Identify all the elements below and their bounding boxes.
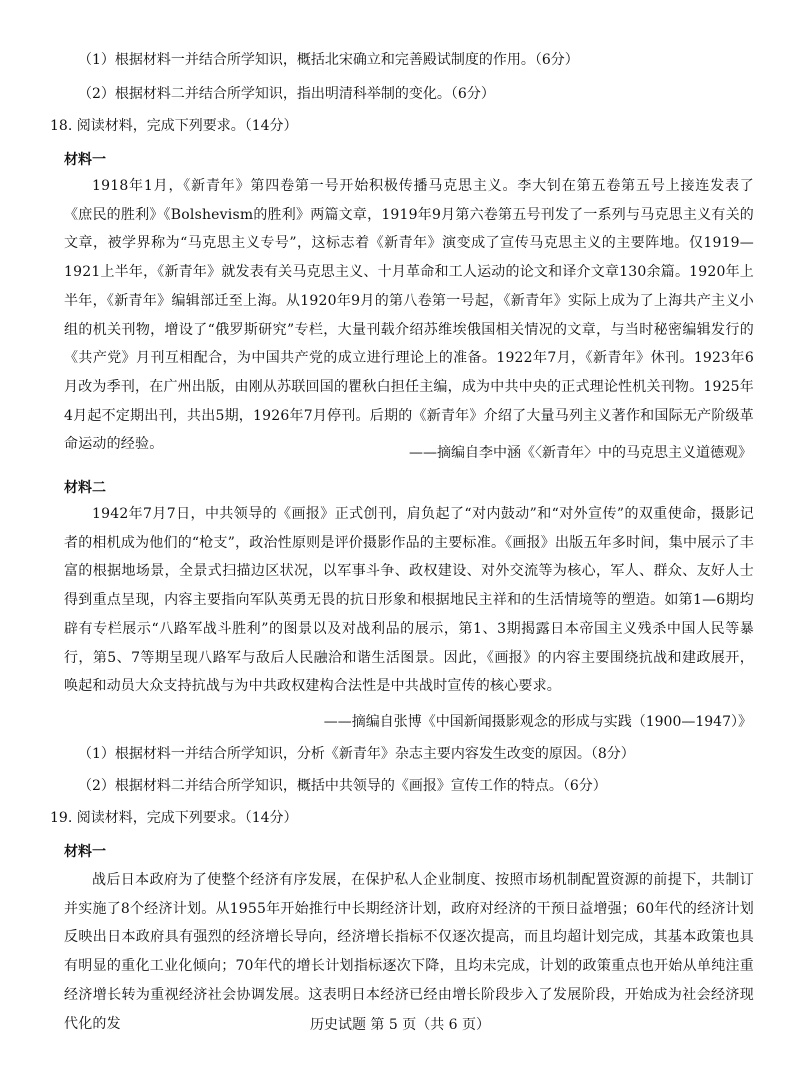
q18-material1-source: ——摘编自李中涵《〈新青年〉中的马克思主义道德观》 [409, 445, 752, 461]
q18-material2-text: 1942年7月7日，中共领导的《画报》正式创刊，肩负起了“对内鼓动”和“对外宣传”的双重使命，摄影记者的相机成为他们的“枪支”，政治性原则是评价摄影作品的主要标准。《画报》出版五年多时间，集中展示了丰富的根据地场景，全景式扫描边区状况，以军事斗争、政权建设、对外交流等为核心，军人、群众、友好人士得到重点呈现，内容主要指向军队英勇无畏的抗日形象和根据地民主祥和的生活情境等的塑造。如第1—6期均辟有专栏展示“八路军战斗胜利”的图景以及对战利品的展示，第1、3期揭露日本帝国主义残杀中国人民等暴行，第5、7等期呈现八路军与敌后人民融洽和谐生活图景。因此，《画报》的内容主要围绕抗战和建政展开，唤起和动员大众支持抗战与为中共政权建构合法性是中共战时宣传的核心要求。 [64, 506, 754, 695]
q17-subquestion-1: （1）根据材料一并结合所学知识，概括北宋确立和完善殿试制度的作用。（6分） [78, 52, 579, 68]
q18-material2-source: ——摘编自张博《中国新闻摄影观念的形成与实践（1900—1947）》 [323, 714, 752, 730]
q18-heading: 18. 阅读材料，完成下列要求。（14分） [50, 118, 298, 134]
q19-material1-text: 战后日本政府为了使整个经济有序发展，在保护私人企业制度、按照市场机制配置资源的前提下，共制订并实施了8个经济计划。从1955年开始推行中长期经济计划，政府对经济的干预日益增强；60年代的经济计划反映出日本政府具有强烈的经济增长导向，经济增长指标不仅逐次提高，而且均超计划完成，其基本政策也具有明显的重化工业化倾向；70年代的增长计划指标逐次下降，且均未完成，计划的政策重点也开始从单纯注重经济增长转为重视经济社会协调发展。这表明日本经济已经由增长阶段步入了发展阶段，开始成为社会经济现代化的发 [64, 872, 754, 1032]
q17-subquestion-2: （2）根据材料二并结合所学知识，指出明清科举制的变化。（6分） [78, 86, 495, 102]
q19-heading: 19. 阅读材料，完成下列要求。（14分） [50, 810, 298, 826]
q18-material1-label: 材料一 [64, 152, 106, 168]
q18-material2-label: 材料二 [64, 480, 106, 496]
q18-subquestion-2: （2）根据材料二并结合所学知识，概括中共领导的《画报》宣传工作的特点。（6分） [78, 778, 607, 794]
q18-material1-text: 1918年1月，《新青年》第四卷第一号开始积极传播马克思主义。李大钊在第五卷第五号上接连发表了《庶民的胜利》《Bolshevism的胜利》两篇文章，1919年9月第六卷第五号刊发了一系列与马克思主义有关的文章，被学界称为“马克思主义专号”，这标志着《新青年》演变成了宣传马克思主义的主要阵地。仅1919—1921上半年，《新青年》就发表有关马克思主义、十月革命和工人运动的论文和译介文章130余篇。1920年上半年，《新青年》编辑部迁至上海。从1920年9月的第八卷第一号起，《新青年》实际上成为了上海共产主义小组的机关刊物，增设了“俄罗斯研究”专栏，大量刊载介绍苏维埃俄国相关情况的文章，与当时秘密编辑发行的《共产党》月刊互相配合，为中国共产党的成立进行理论上的准备。1922年7月，《新青年》休刊。1923年6月改为季刊，在广州出版，由刚从苏联回国的瞿秋白担任主编，成为中共中央的正式理论性机关刊物。1925年4月起不定期出刊，共出5期，1926年7月停刊。后期的《新青年》介绍了大量马列主义著作和国际无产阶级革命运动的经验。 [64, 178, 754, 453]
q18-subquestion-1: （1）根据材料一并结合所学知识，分析《新青年》杂志主要内容发生改变的原因。（8分） [78, 746, 635, 762]
q19-material1-label: 材料一 [64, 844, 106, 860]
page-footer: 历史试题 第 5 页（共 6 页） [309, 1017, 491, 1033]
